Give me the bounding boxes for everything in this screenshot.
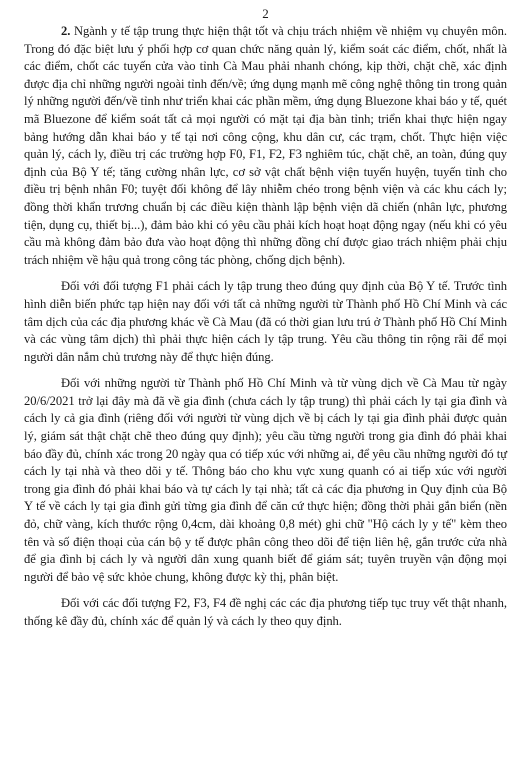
page-number: 2 xyxy=(262,6,269,21)
paragraph-text: Đối với đối tượng F1 phải cách ly tập trung theo đúng quy định của Bộ Y tế. Trước tình hình diễn biến phức tạp hiện nay đối với tất cả những người từ Thành phố Hồ Chí Minh và các tâm dịch của các địa phương khác về Cà Mau (đã có thời gian lưu trú ở Thành phố Hồ Chí Minh và các vùng tâm dịch) thì phải thực hiện cách ly tập trung. Yêu cầu thông tin rộng rãi để mọi người dân nắm chủ trương này để thực hiện đúng. xyxy=(24,279,507,364)
paragraph-text: Đối với các đối tượng F2, F3, F4 đề nghị các các địa phương tiếp tục truy vết thật nhanh, thống kê đầy đủ, chính xác để quản lý và cách ly theo quy định. xyxy=(24,596,507,628)
paragraph-home-isolation xyxy=(24,375,507,586)
paragraph-text: Ngành y tế tập trung thực hiện thật tốt và chịu trách nhiệm về nhiệm vụ chuyên môn. Trong đó đặc biệt lưu ý phối hợp cơ quan chức năng quản lý, kiểm soát các điểm, chốt, nhất là các điểm, chốt các tuyến cửa vào tỉnh Cà Mau phải nhanh chóng, kịp thời, chặt chẽ, xác định được địa chỉ những người ngoài tỉnh đến/về; ứng dụng mạnh mẽ công nghệ thông tin trong quản lý những người đến/về tỉnh như triển khai các phần mềm, ứng dụng Bluezone khai báo y tế, quét mã Bluezone để kiểm soát tất cả mọi người có mặt tại địa bàn tỉnh; triển khai thực hiện ngay bảng hướng dẫn khai báo y tế tại nơi công cộng, khu dân cư, các trạm, chốt. Thực hiện việc quản lý, cách ly, điều trị các trường hợp F0, F1, F2, F3 nghiêm túc, chặt chẽ, an toàn, đúng quy định của Bộ Y tế; tăng cường nhân lực, cơ sở vật chất bệnh viện tuyến huyện, tuyến tỉnh cho điều trị bệnh nhân F0; tuyệt đối không để lây nhiễm chéo trong bệnh viện và các khu cách ly; đồng thời khẩn trương chuẩn bị các điều kiện thành lập bệnh viện dã chiến (nhân lực, phương tiện, dụng cụ, thiết bị...), đảm bảo khi có yêu cầu phải kích hoạt hoạt động ngay (nếu khi có yêu cầu mà không đảm bảo đưa vào hoạt động thì những đồng chí được giao trách nhiệm phải chịu trách nhiệm về hậu quả trong công tác phòng, chống dịch bệnh). xyxy=(24,24,507,267)
section-number: 2. xyxy=(61,24,71,38)
paragraph-f2-f3-f4 xyxy=(24,595,507,630)
paragraph-f1-quarantine xyxy=(24,278,507,366)
paragraph-text: Đối với những người từ Thành phố Hồ Chí Minh và từ vùng dịch về Cà Mau từ ngày 20/6/2021 trở lại đây mà đã về gia đình (chưa cách ly tập trung) thì phải cách ly tại gia đình và cách ly cả gia đình (riêng đối với người từ vùng dịch về bị cách ly tại gia đình phải được quản lý, giám sát thật chặt chẽ theo đúng quy định); yêu cầu từng người trong gia đình đó phải khai báo đầy đủ, chính xác trong 20 ngày qua có tiếp xúc với những ai, để yêu cầu những người đó tự cách ly tại nhà và theo dõi y tế. Thông báo cho khu vực xung quanh có ai tiếp xúc với người trong gia đình đó phải khai báo và tự cách ly tại nhà; tất cả các địa phương in Quy định của Bộ Y tế về cách ly tại gia đình gửi từng gia đình để căn cứ thực hiện; đồng thời phải gắn biển (nền đỏ, chữ vàng, kích thước rộng 0,4cm, dài khoảng 0,8 mét) ghi chữ "Hộ cách ly y tế" kèm theo tên và số điện thoại của cán bộ y tế được phân công theo dõi để tiện liên hệ, gắn trước cửa nhà để gia đình bị cách ly và người dân xung quanh biết để giám sát; tuyên truyền vận động mọi người để bảo vệ sức khỏe chung, không được kỳ thị, phân biệt. xyxy=(24,376,507,584)
paragraph-health-sector xyxy=(24,23,507,269)
